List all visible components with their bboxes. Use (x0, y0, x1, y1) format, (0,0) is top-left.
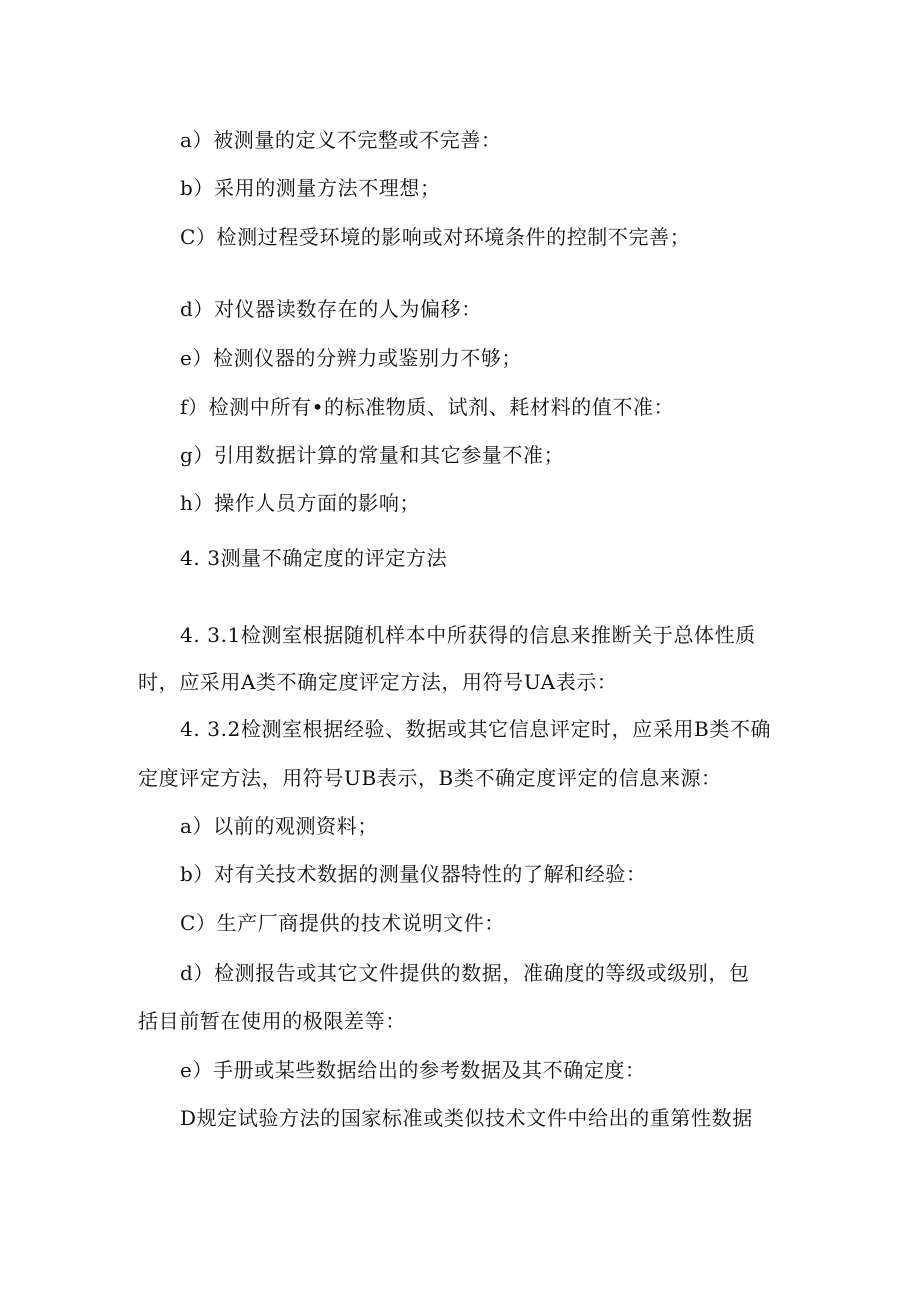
list-item-a: a）被测量的定义不完整或不完善： (180, 128, 502, 152)
source-item-b: b）对有关技术数据的测量仪器特性的了解和经验： (180, 862, 647, 886)
list-item-b: b）采用的测量方法不理想； (180, 176, 441, 200)
section-heading-4-3: 4. 3测量不确定度的评定方法 (180, 546, 448, 570)
source-item-c: C）生产厂商提供的技术说明文件： (180, 911, 505, 935)
paragraph-4-3-2-line-1: 4. 3.2检测室根据经验、数据或其它信息评定时，应采用B类不确 (180, 717, 772, 741)
list-item-c: C）检测过程受环境的影响或对环境条件的控制不完善； (180, 225, 691, 249)
list-item-f: f）检测中所有•的标准物质、试剂、耗材料的值不准： (180, 395, 675, 419)
paragraph-4-3-1-line-1: 4. 3.1检测室根据随机样本中所获得的信息来推断关于总体性质 (180, 623, 756, 647)
source-item-a: a）以前的观测资料； (180, 814, 378, 838)
list-item-e: e）检测仪器的分辨力或鉴别力不够； (180, 346, 523, 370)
list-item-g: g）引用数据计算的常量和其它参量不准； (180, 443, 565, 467)
source-item-f: D规定试验方法的国家标准或类似技术文件中给出的重第性数据 (180, 1106, 753, 1130)
paragraph-4-3-1-line-2: 时，应采用A类不确定度评定方法，用符号UA表示： (138, 670, 618, 694)
source-item-e: e）手册或某些数据给出的参考数据及其不确定度： (180, 1058, 646, 1082)
list-item-d: d）对仪器读数存在的人为偏移： (180, 297, 482, 321)
source-item-d-line-1: d）检测报告或其它文件提供的数据，准确度的等级或级别，包 (180, 961, 750, 985)
paragraph-4-3-2-line-2: 定度评定方法，用符号UB表示，B类不确定度评定的信息来源： (138, 766, 722, 790)
source-item-d-line-2: 括目前暂在使用的极限差等： (138, 1009, 406, 1033)
list-item-h: h）操作人员方面的影响； (180, 491, 421, 515)
